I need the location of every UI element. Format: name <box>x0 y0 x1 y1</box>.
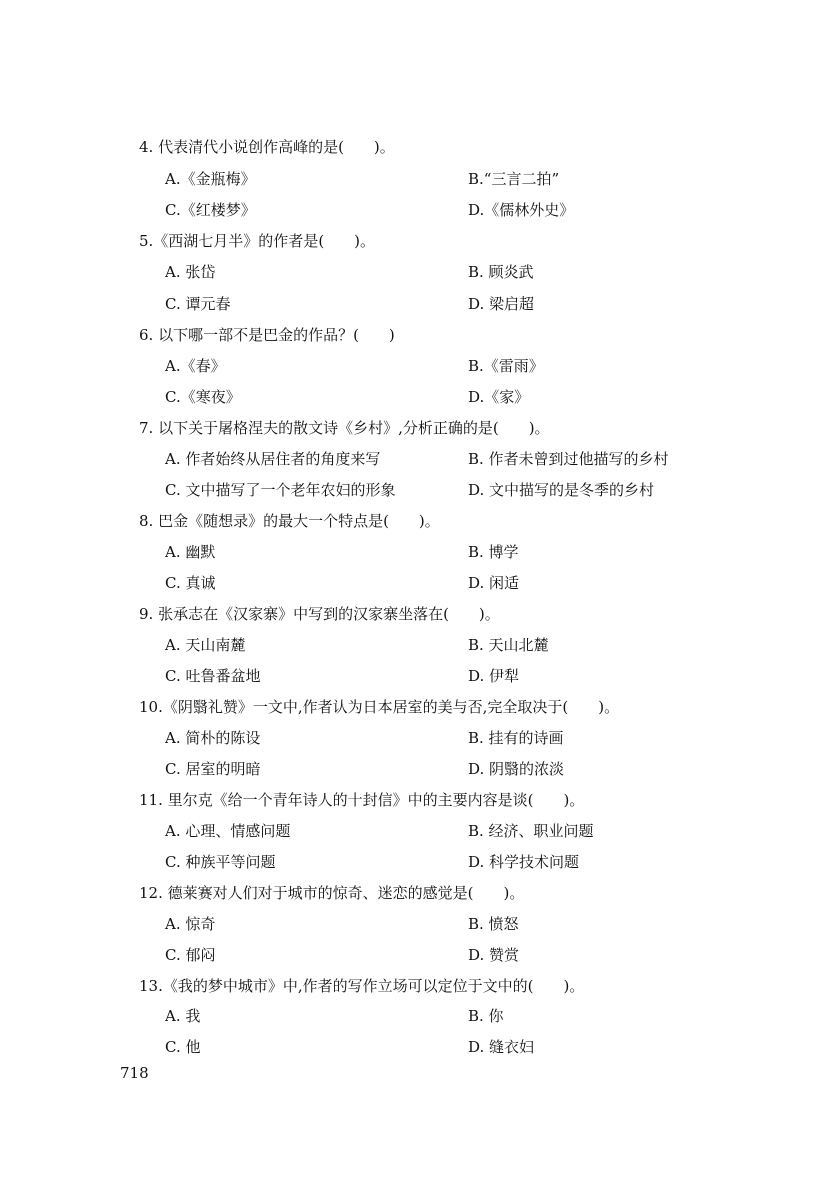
question-6-option-c: C.《寒夜》 <box>165 388 241 406</box>
question-12-option-c: C. 郁闷 <box>165 946 216 964</box>
question-5-option-b: B. 顾炎武 <box>468 263 534 281</box>
question-8-option-c: C. 真诚 <box>165 574 216 592</box>
question-6-option-d: D.《家》 <box>468 388 530 406</box>
question-12-option-d: D. 赞赏 <box>468 946 520 964</box>
question-11-option-a: A. 心理、情感问题 <box>165 822 291 840</box>
question-10-stem: 10.《阴翳礼赞》一文中,作者认为日本居室的美与否,完全取决于( )。 <box>139 698 620 716</box>
question-10-option-d: D. 阴翳的浓淡 <box>468 760 565 778</box>
question-6-option-a: A.《春》 <box>165 357 226 375</box>
question-8-option-d: D. 闲适 <box>468 574 520 592</box>
page-number: 718 <box>120 1064 149 1082</box>
question-9-option-d: D. 伊犁 <box>468 667 520 685</box>
question-8-stem: 8. 巴金《随想录》的最大一个特点是( )。 <box>139 512 440 530</box>
question-10-option-b: B. 挂有的诗画 <box>468 729 564 747</box>
question-11-option-c: C. 种族平等问题 <box>165 853 276 871</box>
question-11-option-d: D. 科学技术问题 <box>468 853 580 871</box>
question-13-option-c: C. 他 <box>165 1038 201 1056</box>
question-11-stem: 11. 里尔克《给一个青年诗人的十封信》中的主要内容是谈( )。 <box>139 791 585 809</box>
question-7-option-a: A. 作者始终从居住者的角度来写 <box>165 450 381 468</box>
question-4-stem: 4. 代表清代小说创作高峰的是( )。 <box>139 138 395 156</box>
question-10-option-c: C. 居室的明暗 <box>165 760 261 778</box>
question-13-option-a: A. 我 <box>165 1007 201 1025</box>
question-9-option-b: B. 天山北麓 <box>468 636 549 654</box>
question-13-option-d: D. 缝衣妇 <box>468 1038 535 1056</box>
question-4-option-a: A.《金瓶梅》 <box>165 170 256 188</box>
question-4-option-c: C.《红楼梦》 <box>165 201 256 219</box>
question-5-option-c: C. 谭元春 <box>165 295 231 313</box>
question-9-option-a: A. 天山南麓 <box>165 636 246 654</box>
question-10-option-a: A. 简朴的陈设 <box>165 729 261 747</box>
question-8-option-b: B. 博学 <box>468 543 519 561</box>
question-12-stem: 12. 德莱赛对人们对于城市的惊奇、迷恋的感觉是( )。 <box>139 884 525 902</box>
question-13-option-b: B. 你 <box>468 1007 504 1025</box>
question-6-stem: 6. 以下哪一部不是巴金的作品？( ) <box>139 326 395 344</box>
question-5-stem: 5.《西湖七月半》的作者是( )。 <box>139 232 376 250</box>
question-12-option-a: A. 惊奇 <box>165 915 216 933</box>
question-5-option-a: A. 张岱 <box>165 263 216 281</box>
question-7-option-c: C. 文中描写了一个老年农妇的形象 <box>165 481 396 499</box>
question-7-stem: 7. 以下关于屠格涅夫的散文诗《乡村》,分析正确的是( )。 <box>139 419 550 437</box>
question-5-option-d: D. 梁启超 <box>468 295 535 313</box>
question-11-option-b: B. 经济、职业问题 <box>468 822 594 840</box>
question-7-option-b: B. 作者未曾到过他描写的乡村 <box>468 450 669 468</box>
question-13-stem: 13.《我的梦中城市》中,作者的写作立场可以定位于文中的( )。 <box>139 977 585 995</box>
question-8-option-a: A. 幽默 <box>165 543 216 561</box>
question-9-stem: 9. 张承志在《汉家寨》中写到的汉家寨坐落在( )。 <box>139 605 500 623</box>
question-12-option-b: B. 愤怒 <box>468 915 519 933</box>
question-9-option-c: C. 吐鲁番盆地 <box>165 667 261 685</box>
question-4-option-b: B.“三言二拍” <box>468 170 560 188</box>
question-7-option-d: D. 文中描写的是冬季的乡村 <box>468 481 655 499</box>
question-6-option-b: B.《雷雨》 <box>468 357 544 375</box>
question-4-option-d: D.《儒林外史》 <box>468 201 575 219</box>
